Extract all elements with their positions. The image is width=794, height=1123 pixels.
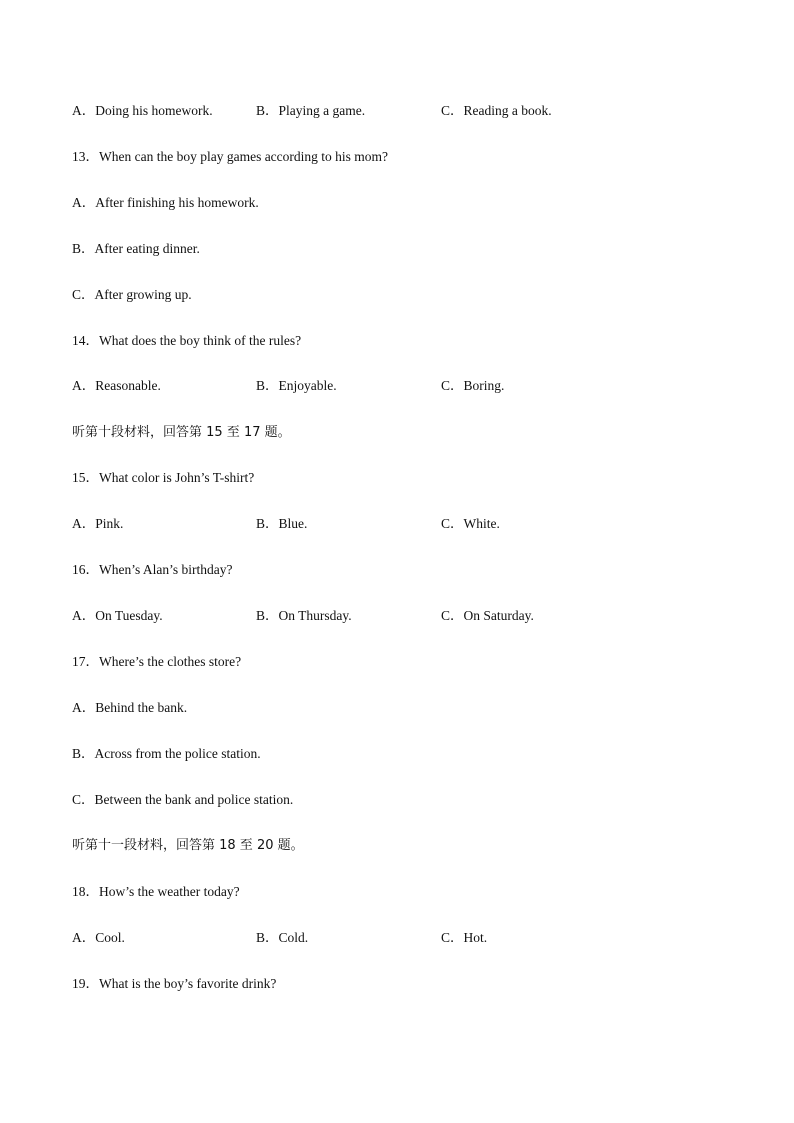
option-a: A．Doing his homework.	[72, 103, 213, 118]
question-16: 16．When’s Alan’s birthday?	[72, 562, 233, 577]
section-heading-10: 听第十段材料，回答第 15 至 17 题。	[72, 425, 291, 440]
option-c: C．On Saturday.	[441, 608, 534, 623]
option-13-b: B．After eating dinner.	[72, 241, 200, 256]
option-c: C．Boring.	[441, 378, 505, 393]
option-b: B．Enjoyable.	[256, 378, 337, 393]
option-b: B．Blue.	[256, 516, 308, 531]
option-17-a: A．Behind the bank.	[72, 700, 188, 715]
question-14: 14．What does the boy think of the rules?	[72, 333, 302, 348]
option-c: C．Reading a book.	[441, 103, 552, 118]
option-17-c: C．Between the bank and police station.	[72, 792, 294, 807]
option-b: B．Playing a game.	[256, 103, 366, 118]
option-a: A．Pink.	[72, 516, 124, 531]
option-17-b: B．Across from the police station.	[72, 746, 261, 761]
question-15: 15．What color is John’s T-shirt?	[72, 470, 255, 485]
option-13-a: A．After finishing his homework.	[72, 195, 259, 210]
option-c: C．Hot.	[441, 930, 488, 945]
option-13-c: C．After growing up.	[72, 287, 192, 302]
question-13: 13．When can the boy play games according to his mom?	[72, 149, 389, 164]
option-a: A．Cool.	[72, 930, 125, 945]
option-a: A．Reasonable.	[72, 378, 161, 393]
option-c: C．White.	[441, 516, 500, 531]
option-b: B．Cold.	[256, 930, 309, 945]
question-18: 18．How’s the weather today?	[72, 884, 240, 899]
option-a: A．On Tuesday.	[72, 608, 163, 623]
question-19: 19．What is the boy’s favorite drink?	[72, 976, 277, 991]
question-17: 17．Where’s the clothes store?	[72, 654, 242, 669]
option-b: B．On Thursday.	[256, 608, 352, 623]
section-heading-11: 听第十一段材料，回答第 18 至 20 题。	[72, 838, 304, 853]
